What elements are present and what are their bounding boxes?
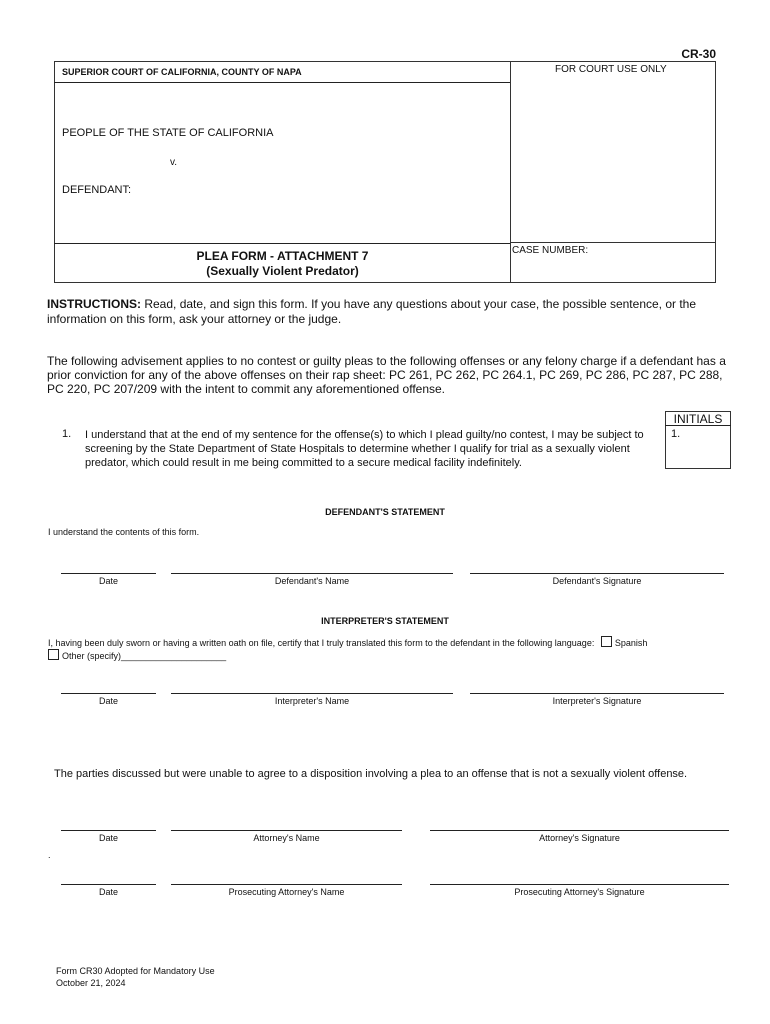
stray-mark: . xyxy=(48,850,51,860)
court-name-divider xyxy=(54,82,511,83)
title-divider xyxy=(54,243,511,244)
advisement-text: The following advisement applies to no contest or guilty pleas to the following offenses or any felony charge if a defendant has a prior conviction for any of the above offenses on their rap sheet: PC 261, PC 262, PC 264.1, PC 269, PC 286, PC 287, PC 288, PC 220, PC 207/209 with the intent to commit any aforementioned offense. xyxy=(47,354,726,396)
form-subtitle: (Sexually Violent Predator) xyxy=(206,264,359,278)
interpreter-signature-caption: Interpreter's Signature xyxy=(552,696,642,706)
interpreter-name-line[interactable] xyxy=(171,693,453,694)
interpreter-date-line[interactable] xyxy=(61,693,156,694)
other-language-line xyxy=(48,649,226,661)
form-title: PLEA FORM - ATTACHMENT 7 xyxy=(196,249,369,263)
defendant-name-line[interactable] xyxy=(171,573,453,574)
instructions-label: INSTRUCTIONS: xyxy=(47,297,141,311)
defendant-signature-caption: Defendant's Signature xyxy=(552,576,642,586)
footer-date: October 21, 2024 xyxy=(56,978,126,988)
versus: v. xyxy=(170,157,178,168)
initials-item-1: 1. xyxy=(671,428,681,440)
court-use-label: FOR COURT USE ONLY xyxy=(555,64,667,75)
interpreter-statement-text: I, having been duly sworn or having a written oath on file, certify that I truly translated this form to the defendant in the following language: xyxy=(48,638,595,648)
people-label: PEOPLE OF THE STATE OF CALIFORNIA xyxy=(62,127,274,139)
form-code: CR-30 xyxy=(681,47,716,61)
attorney-name-caption: Attorney's Name xyxy=(253,833,320,843)
prosecutor-signature-line[interactable] xyxy=(430,884,729,885)
prosecutor-name-line[interactable] xyxy=(171,884,402,885)
attorney-signature-line[interactable] xyxy=(430,830,729,831)
defendant-label: DEFENDANT: xyxy=(62,184,132,196)
other-checkbox[interactable] xyxy=(48,649,59,660)
item-1-text: I understand that at the end of my sentence for the offense(s) to which I plead guilty/no contest, I may be subject to screening by the State Department of State Hospitals to determine whether I qualify for trial as a sexually violent predator, which could result in me being committed to a secure medical facility indefinitely. xyxy=(85,429,644,469)
interpreter-signature-line[interactable] xyxy=(470,693,724,694)
prosecutor-date-caption: Date xyxy=(98,887,118,897)
footer-form-adoption: Form CR30 Adopted for Mandatory Use xyxy=(56,966,215,976)
defendant-date-caption: Date xyxy=(98,576,118,586)
parties-statement: The parties discussed but were unable to agree to a disposition involving a plea to an offense that is not a sexually violent offense. xyxy=(54,768,688,780)
initials-header: INITIALS xyxy=(673,412,723,426)
prosecutor-signature-caption: Prosecuting Attorney's Signature xyxy=(514,887,645,897)
case-number-label: CASE NUMBER: xyxy=(512,245,589,256)
interpreter-statement-line xyxy=(48,636,647,648)
interpreter-statement-heading: INTERPRETER'S STATEMENT xyxy=(321,616,449,626)
attorney-date-caption: Date xyxy=(98,833,118,843)
court-name: SUPERIOR COURT OF CALIFORNIA, COUNTY OF NAPA xyxy=(62,67,302,77)
item-1-number: 1. xyxy=(62,428,72,440)
defendant-name-caption: Defendant's Name xyxy=(274,576,350,586)
prosecutor-date-line[interactable] xyxy=(61,884,156,885)
attorney-date-line[interactable] xyxy=(61,830,156,831)
other-label[interactable]: Other (specify)_____________________ xyxy=(62,651,227,661)
attorney-name-line[interactable] xyxy=(171,830,402,831)
defendant-signature-line[interactable] xyxy=(470,573,724,574)
defendant-statement-heading: DEFENDANT'S STATEMENT xyxy=(325,507,445,517)
defendant-statement-text: I understand the contents of this form. xyxy=(48,527,200,537)
spanish-checkbox[interactable] xyxy=(601,636,612,647)
interpreter-name-caption: Interpreter's Name xyxy=(274,696,350,706)
court-use-box xyxy=(510,61,716,243)
instructions-text: Read, date, and sign this form. If you have any questions about your case, the possible sentence, or the information on this form, ask your attorney or the judge. xyxy=(47,297,697,326)
instructions xyxy=(47,297,727,327)
defendant-date-line[interactable] xyxy=(61,573,156,574)
interpreter-date-caption: Date xyxy=(98,696,118,706)
prosecutor-name-caption: Prosecuting Attorney's Name xyxy=(228,887,345,897)
attorney-signature-caption: Attorney's Signature xyxy=(539,833,620,843)
spanish-label: Spanish xyxy=(614,638,648,648)
